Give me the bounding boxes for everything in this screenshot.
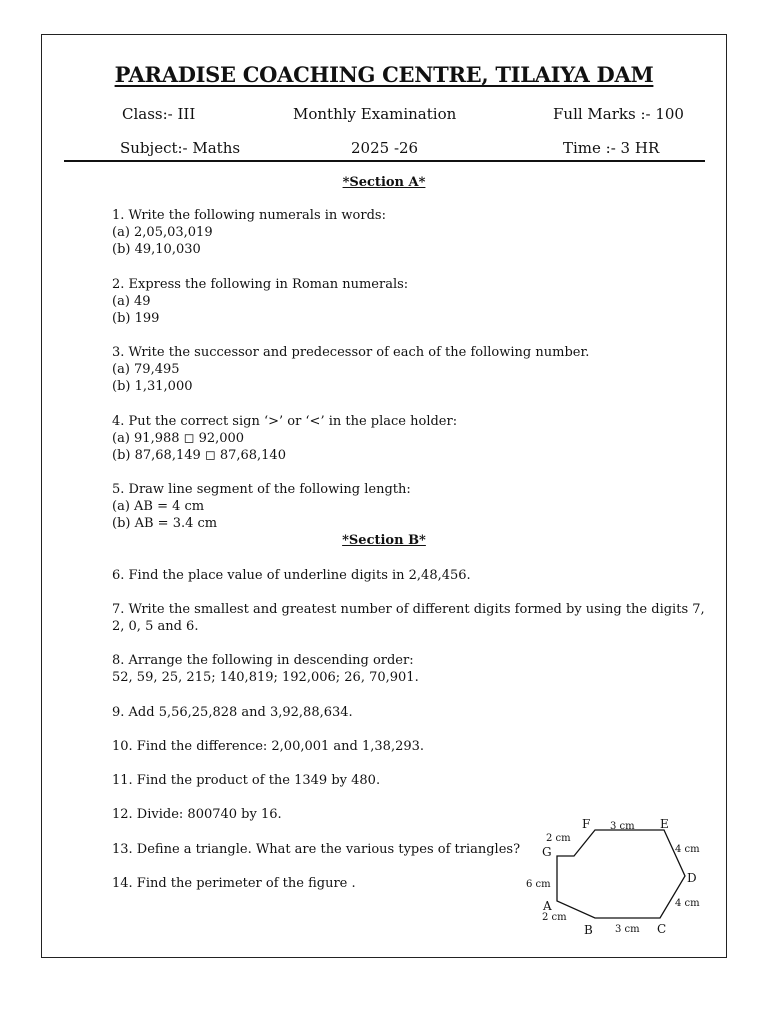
question-8-values: 52, 59, 25, 215; 140,819; 192,006; 26, 70,901.: [112, 670, 419, 685]
side-label-gf: 2 cm: [546, 833, 571, 844]
question-7-line-1: 7. Write the smallest and greatest number of different digits formed by using the digits 7,: [112, 602, 705, 617]
question-14: 14. Find the perimeter of the figure .: [112, 876, 356, 891]
question-2-b: (b) 199: [112, 311, 160, 326]
vertex-label-g: G: [542, 845, 552, 859]
question-5-a: (a) AB = 4 cm: [112, 499, 205, 514]
heptagon-figure: [520, 812, 716, 940]
vertex-label-e: E: [660, 817, 669, 831]
side-label-cb: 3 cm: [615, 924, 640, 935]
question-2-a: (a) 49: [112, 294, 151, 309]
section-a-heading: *Section A*: [342, 175, 426, 190]
question-4-b: (b) 87,68,149 ◻ 87,68,140: [112, 448, 286, 463]
header-divider: [64, 160, 705, 162]
side-label-ba: 2 cm: [542, 912, 567, 923]
question-5-b: (b) AB = 3.4 cm: [112, 516, 218, 531]
subject-label: Subject:- Maths: [120, 139, 241, 157]
vertex-label-f: F: [582, 817, 591, 831]
section-b-heading: *Section B*: [342, 533, 426, 548]
question-10: 10. Find the difference: 2,00,001 and 1,38,293.: [112, 739, 425, 754]
question-9: 9. Add 5,56,25,828 and 3,92,88,634.: [112, 705, 353, 720]
heptagon-outline: [557, 830, 685, 918]
vertex-label-c: C: [657, 922, 667, 936]
question-1-a: (a) 2,05,03,019: [112, 225, 213, 240]
question-3-a: (a) 79,495: [112, 362, 180, 377]
question-8: 8. Arrange the following in descending order:: [112, 653, 414, 668]
question-7-line-2: 2, 0, 5 and 6.: [112, 619, 199, 634]
vertex-label-a: A: [543, 899, 552, 913]
vertex-label-d: D: [687, 871, 697, 885]
time-label: Time :- 3 HR: [563, 139, 660, 157]
question-6: 6. Find the place value of underline digits in 2,48,456.: [112, 568, 471, 583]
side-label-dc: 4 cm: [675, 898, 700, 909]
side-label-ag: 6 cm: [526, 879, 551, 890]
vertex-label-b: B: [584, 923, 593, 937]
question-1-b: (b) 49,10,030: [112, 242, 201, 257]
question-5: 5. Draw line segment of the following length:: [112, 482, 411, 497]
question-1: 1. Write the following numerals in words:: [112, 208, 386, 223]
question-13: 13. Define a triangle. What are the various types of triangles?: [112, 842, 521, 857]
full-marks: Full Marks :- 100: [553, 105, 684, 123]
question-3: 3. Write the successor and predecessor of each of the following number.: [112, 345, 590, 360]
school-title: PARADISE COACHING CENTRE, TILAIYA DAM: [114, 62, 654, 87]
question-4: 4. Put the correct sign ‘>’ or ‘<’ in the place holder:: [112, 414, 458, 429]
class-label: Class:- III: [122, 105, 196, 123]
question-3-b: (b) 1,31,000: [112, 379, 193, 394]
question-2: 2. Express the following in Roman numerals:: [112, 277, 409, 292]
exam-name: Monthly Examination: [293, 105, 457, 123]
question-12: 12. Divide: 800740 by 16.: [112, 807, 282, 822]
question-4-a: (a) 91,988 ◻ 92,000: [112, 431, 245, 446]
side-label-fe: 3 cm: [610, 821, 635, 832]
question-11: 11. Find the product of the 1349 by 480.: [112, 773, 381, 788]
session-label: 2025 -26: [351, 139, 419, 157]
side-label-ed: 4 cm: [675, 844, 700, 855]
